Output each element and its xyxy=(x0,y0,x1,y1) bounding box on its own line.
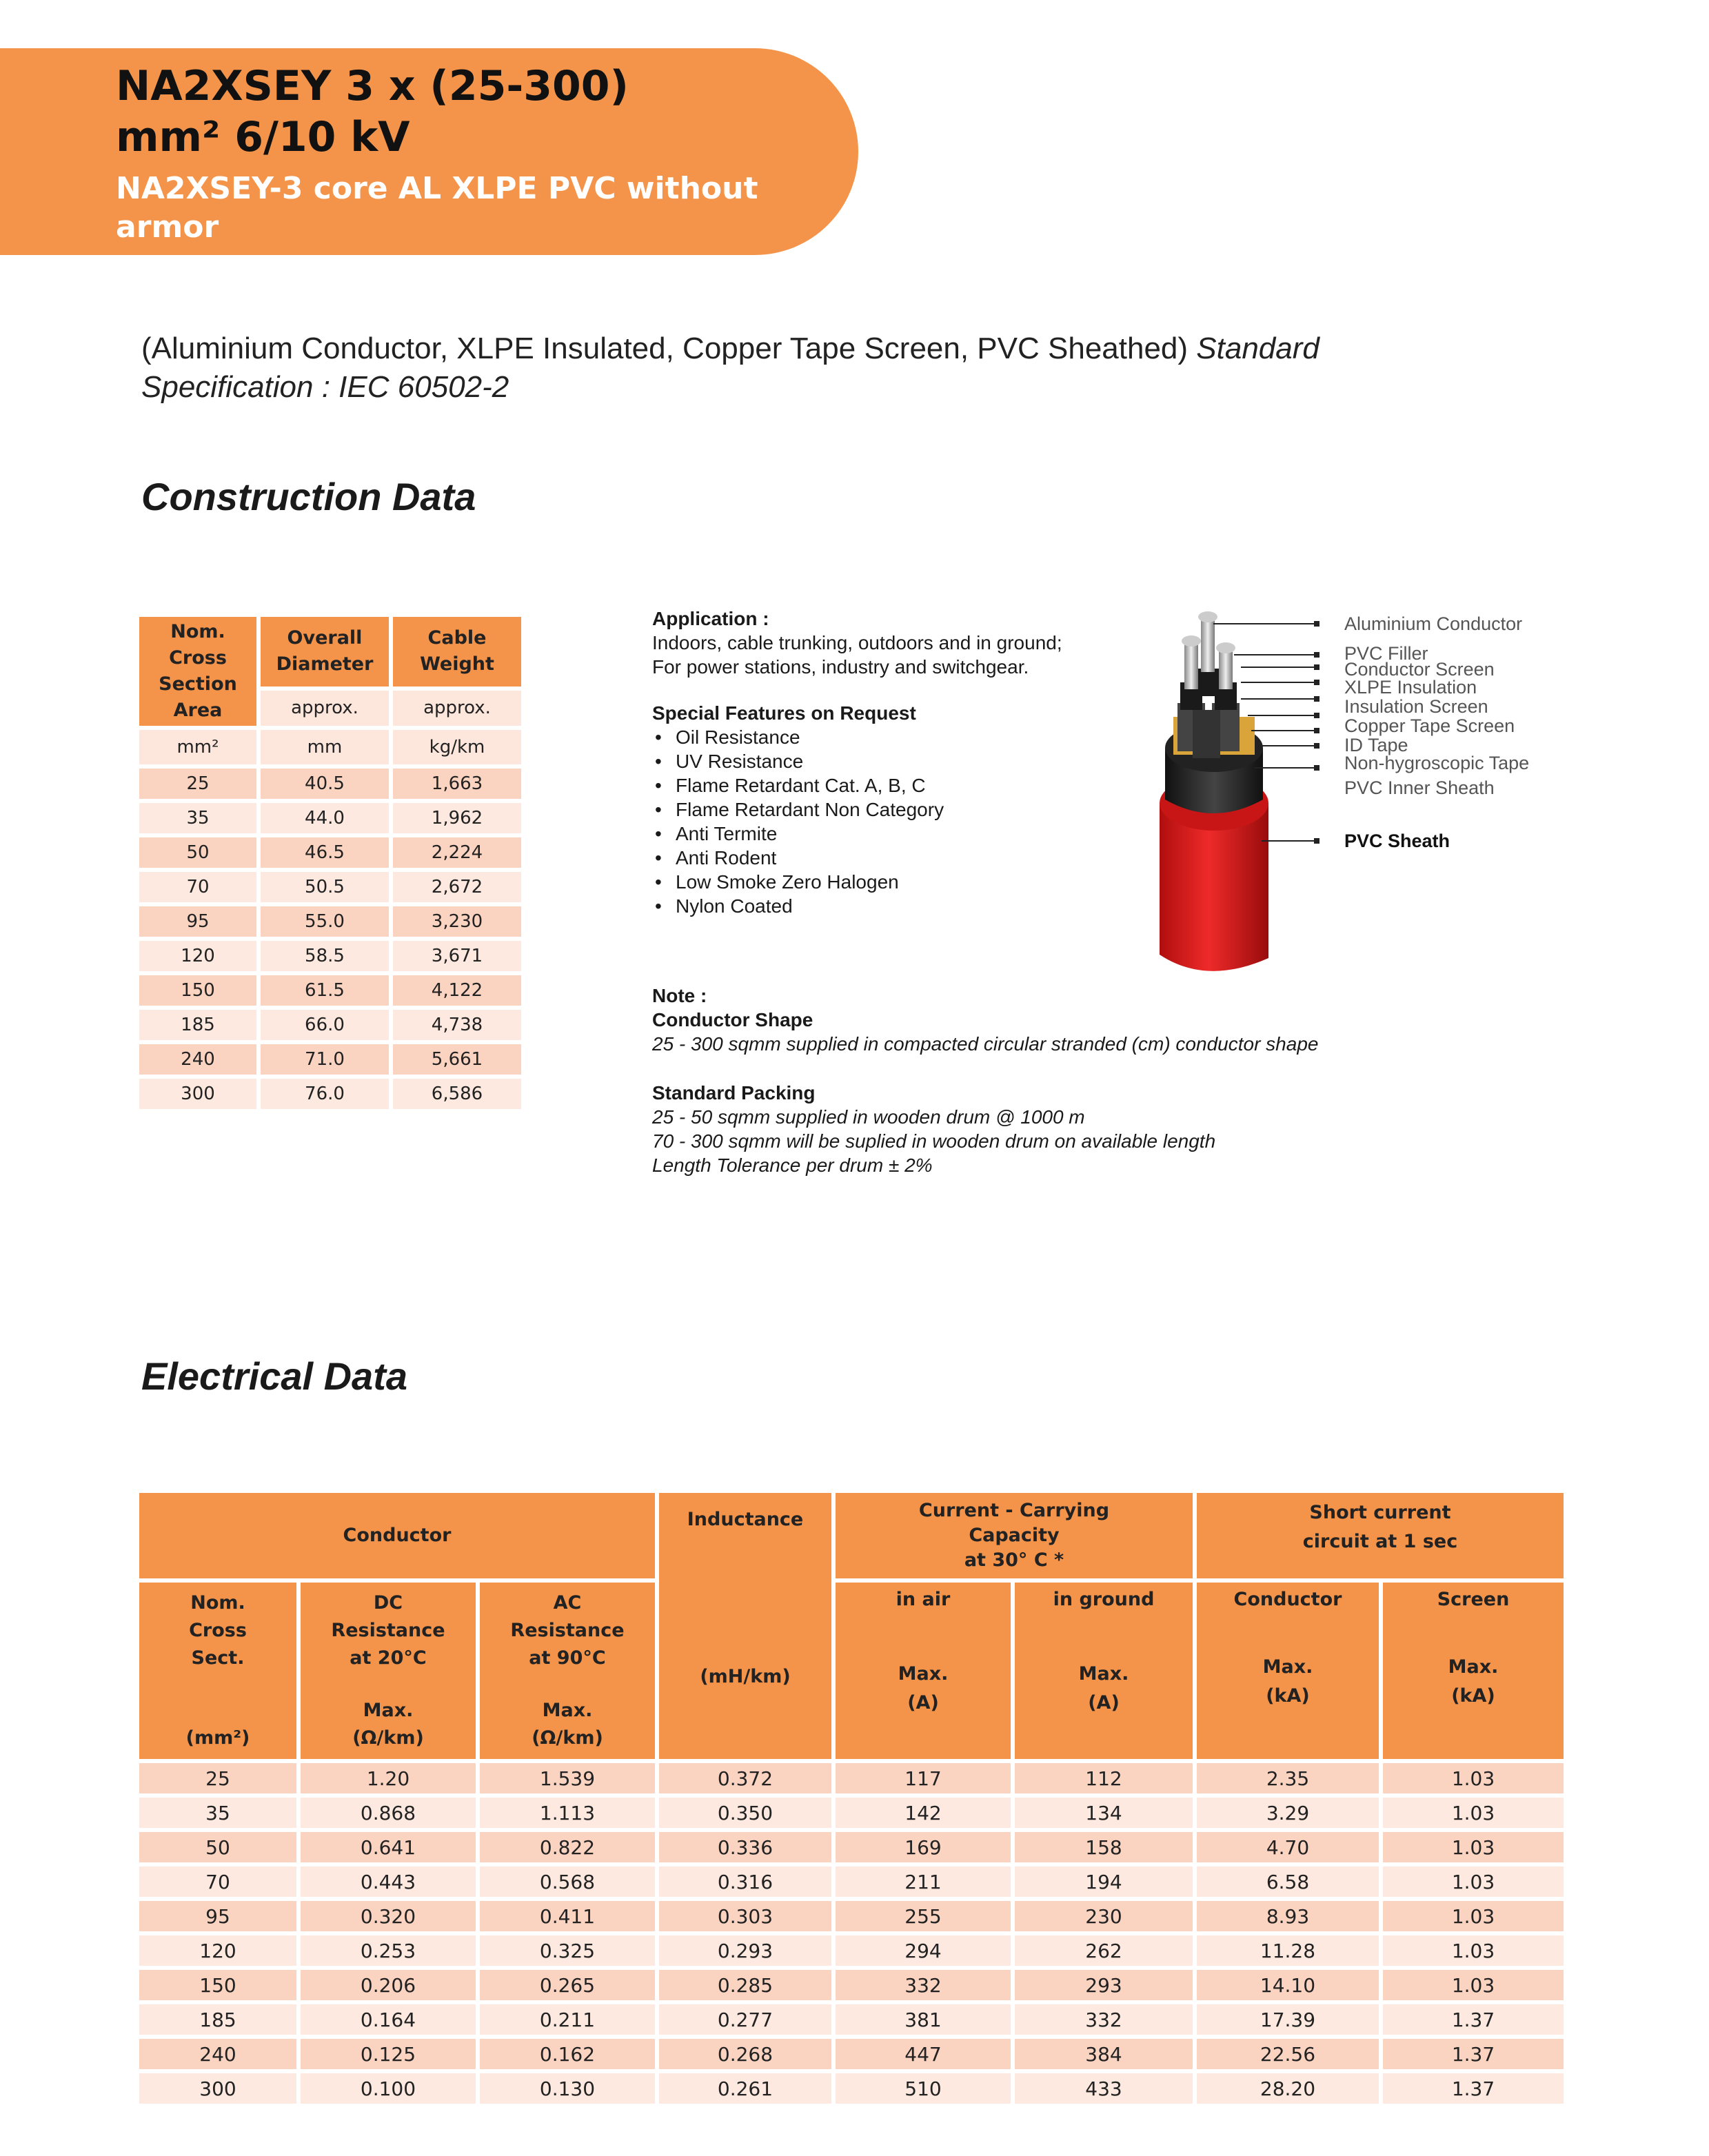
ac-max: Max. xyxy=(542,1700,593,1721)
electrical-cell: 0.125 xyxy=(301,2039,476,2069)
electrical-cell: 1.37 xyxy=(1383,2073,1564,2104)
electrical-cell: 300 xyxy=(139,2073,296,2104)
electrical-cell: 0.206 xyxy=(301,1970,476,2000)
sc-screen-header xyxy=(1383,1583,1564,1759)
feature-item: • UV Resistance xyxy=(652,749,1342,773)
construction-cell: 50 xyxy=(139,837,256,868)
electrical-cell: 0.130 xyxy=(480,2073,655,2104)
construction-cell: 2,224 xyxy=(393,837,521,868)
construction-row xyxy=(139,906,521,937)
electrical-row xyxy=(139,1832,1564,1862)
construction-row xyxy=(139,1010,521,1040)
electrical-cell: 0.822 xyxy=(480,1832,655,1862)
construction-row xyxy=(139,1079,521,1109)
construction-cell: 120 xyxy=(139,941,256,971)
electrical-cell: 150 xyxy=(139,1970,296,2000)
electrical-row xyxy=(139,1763,1564,1793)
electrical-row xyxy=(139,2073,1564,2104)
packing-heading: Standard Packing xyxy=(652,1082,816,1104)
in-ground-label: in ground xyxy=(1053,1589,1155,1610)
electrical-cell: 0.285 xyxy=(659,1970,831,2000)
electrical-cell: 332 xyxy=(836,1970,1011,2000)
sc-conductor-max: Max. xyxy=(1262,1656,1313,1678)
electrical-cell: 11.28 xyxy=(1197,1935,1379,1966)
electrical-cell: 0.253 xyxy=(301,1935,476,1966)
inductance-label: Inductance xyxy=(687,1509,804,1530)
dc-l1: DC xyxy=(373,1592,403,1614)
electrical-cell: 25 xyxy=(139,1763,296,1793)
electrical-cell: 293 xyxy=(1015,1970,1193,2000)
electrical-cell: 1.20 xyxy=(301,1763,476,1793)
label-non-hygroscopic-tape: Non-hygroscopic Tape xyxy=(1344,753,1530,773)
electrical-cell: 0.320 xyxy=(301,1901,476,1931)
electrical-cell: 50 xyxy=(139,1832,296,1862)
construction-cell: 66.0 xyxy=(261,1010,389,1040)
diameter-approx: approx. xyxy=(261,691,389,726)
construction-cell: 95 xyxy=(139,906,256,937)
cable-illustration xyxy=(1144,600,1572,986)
in-air-unit: (A) xyxy=(907,1692,939,1713)
electrical-cell: 0.443 xyxy=(301,1867,476,1897)
electrical-cell: 1.37 xyxy=(1383,2004,1564,2035)
construction-cell: 70 xyxy=(139,872,256,902)
packing-line2: 70 - 300 sqmm will be suplied in wooden drum on available length xyxy=(652,1130,1216,1152)
intro-description: (Aluminium Conductor, XLPE Insulated, Copper Tape Screen, PVC Sheathed) xyxy=(141,332,1189,365)
electrical-cell: 0.336 xyxy=(659,1832,831,1862)
electrical-cell: 381 xyxy=(836,2004,1011,2035)
electrical-cell: 0.411 xyxy=(480,1901,655,1931)
sc-screen-unit: (kA) xyxy=(1451,1685,1495,1707)
label-conductor-screen: Conductor Screen xyxy=(1344,659,1495,680)
short-line1: Short current xyxy=(1309,1502,1451,1523)
electrical-row xyxy=(139,1798,1564,1828)
electrical-cell: 0.268 xyxy=(659,2039,831,2069)
electrical-cell: 35 xyxy=(139,1798,296,1828)
electrical-cell: 230 xyxy=(1015,1901,1193,1931)
electrical-cell: 120 xyxy=(139,1935,296,1966)
construction-cell: 1,962 xyxy=(393,803,521,833)
construction-cell: 1,663 xyxy=(393,769,521,799)
electrical-cell: 28.20 xyxy=(1197,2073,1379,2104)
construction-row xyxy=(139,803,521,833)
construction-cell: 46.5 xyxy=(261,837,389,868)
electrical-cell: 1.03 xyxy=(1383,1798,1564,1828)
construction-cell: 71.0 xyxy=(261,1044,389,1075)
ac-l1: AC xyxy=(553,1592,582,1614)
ccc-line2: Capacity xyxy=(969,1525,1060,1546)
construction-cell: 150 xyxy=(139,975,256,1006)
ac-l3: at 90°C xyxy=(529,1647,606,1669)
electrical-cell: 1.03 xyxy=(1383,1970,1564,2000)
construction-row xyxy=(139,837,521,868)
features-heading: Special Features on Request xyxy=(652,702,916,724)
feature-item: • Anti Termite xyxy=(652,822,1342,846)
electrical-table xyxy=(135,1489,1568,2108)
construction-row xyxy=(139,769,521,799)
electrical-cell: 194 xyxy=(1015,1867,1193,1897)
subtitle: NA2XSEY-3 core AL XLPE PVC without armor xyxy=(116,171,758,245)
inductance-header xyxy=(659,1493,831,1759)
construction-cell: 5,661 xyxy=(393,1044,521,1075)
electrical-cell: 0.265 xyxy=(480,1970,655,2000)
electrical-cell: 0.277 xyxy=(659,2004,831,2035)
electrical-cell: 0.100 xyxy=(301,2073,476,2104)
short-circuit-header xyxy=(1197,1493,1564,1578)
feature-item: • Nylon Coated xyxy=(652,894,1342,918)
sc-screen-max: Max. xyxy=(1448,1656,1499,1678)
electrical-cell: 240 xyxy=(139,2039,296,2069)
electrical-cell: 1.03 xyxy=(1383,1763,1564,1793)
sc-conductor-header xyxy=(1197,1583,1379,1759)
electrical-row xyxy=(139,1970,1564,2000)
col-header-diameter: Overall Diameter xyxy=(261,617,389,687)
electrical-cell: 0.211 xyxy=(480,2004,655,2035)
sc-conductor-unit: (kA) xyxy=(1266,1685,1310,1707)
electrical-cell: 510 xyxy=(836,2073,1011,2104)
electrical-cell: 1.03 xyxy=(1383,1901,1564,1931)
application-line1: Indoors, cable trunking, outdoors and in ground; xyxy=(652,632,1062,653)
sc-conductor-label: Conductor xyxy=(1233,1589,1342,1610)
electrical-cell: 4.70 xyxy=(1197,1832,1379,1862)
electrical-row xyxy=(139,1867,1564,1897)
electrical-cell: 0.372 xyxy=(659,1763,831,1793)
electrical-cell: 134 xyxy=(1015,1798,1193,1828)
nom-l3: Sect. xyxy=(191,1647,245,1669)
electrical-cell: 142 xyxy=(836,1798,1011,1828)
dc-max: Max. xyxy=(363,1700,414,1721)
electrical-cell: 332 xyxy=(1015,2004,1193,2035)
conductor-group-header: Conductor xyxy=(139,1493,655,1578)
electrical-cell: 14.10 xyxy=(1197,1970,1379,2000)
construction-cell: 76.0 xyxy=(261,1079,389,1109)
application-line2: For power stations, industry and switchgear. xyxy=(652,656,1029,678)
construction-row xyxy=(139,975,521,1006)
feature-item: • Anti Rodent xyxy=(652,846,1342,870)
dc-resistance-header xyxy=(301,1583,476,1759)
feature-item: • Flame Retardant Cat. A, B, C xyxy=(652,773,1342,797)
construction-cell: 2,672 xyxy=(393,872,521,902)
electrical-cell: 255 xyxy=(836,1901,1011,1931)
electrical-row xyxy=(139,1901,1564,1931)
ac-resistance-header xyxy=(480,1583,655,1759)
construction-cell: 4,122 xyxy=(393,975,521,1006)
label-xlpe-insulation: XLPE Insulation xyxy=(1344,677,1477,698)
electrical-cell: 169 xyxy=(836,1832,1011,1862)
col-header-weight: Cable Weight xyxy=(393,617,521,687)
construction-cell: 50.5 xyxy=(261,872,389,902)
label-insulation-screen: Insulation Screen xyxy=(1344,696,1488,717)
in-ground-unit: (A) xyxy=(1088,1692,1120,1713)
electrical-cell: 1.37 xyxy=(1383,2039,1564,2069)
standard-spec: Standard Specification : IEC 60502-2 xyxy=(141,332,1319,404)
electrical-title: Electrical Data xyxy=(141,1354,407,1398)
construction-cell: 3,671 xyxy=(393,941,521,971)
ccc-line3: at 30° C * xyxy=(964,1549,1064,1571)
construction-row xyxy=(139,1044,521,1075)
electrical-cell: 0.303 xyxy=(659,1901,831,1931)
col-header-area: Nom. Cross Section Area xyxy=(139,617,256,726)
feature-item: • Low Smoke Zero Halogen xyxy=(652,870,1342,894)
electrical-cell: 95 xyxy=(139,1901,296,1931)
electrical-cell: 1.03 xyxy=(1383,1867,1564,1897)
title-line1: NA2XSEY 3 x (25-300) xyxy=(116,62,629,110)
construction-table xyxy=(135,613,525,1113)
electrical-cell: 0.261 xyxy=(659,2073,831,2104)
ccc-header xyxy=(836,1493,1193,1578)
electrical-cell: 0.641 xyxy=(301,1832,476,1862)
in-air-label: in air xyxy=(896,1589,951,1610)
electrical-cell: 158 xyxy=(1015,1832,1193,1862)
unit-area: mm² xyxy=(139,730,256,764)
in-ground-header xyxy=(1015,1583,1193,1759)
dc-l2: Resistance xyxy=(331,1620,445,1641)
note-heading: Note : xyxy=(652,985,707,1006)
feature-item: • Oil Resistance xyxy=(652,725,1342,749)
construction-cell: 40.5 xyxy=(261,769,389,799)
nom-unit: (mm²) xyxy=(185,1727,250,1749)
electrical-cell: 0.868 xyxy=(301,1798,476,1828)
construction-cell: 55.0 xyxy=(261,906,389,937)
label-pvc-inner-sheath: PVC Inner Sheath xyxy=(1344,777,1495,798)
electrical-cell: 1.113 xyxy=(480,1798,655,1828)
electrical-row xyxy=(139,2004,1564,2035)
in-air-max: Max. xyxy=(898,1663,949,1685)
electrical-cell: 1.03 xyxy=(1383,1935,1564,1966)
electrical-cell: 294 xyxy=(836,1935,1011,1966)
electrical-cell: 0.568 xyxy=(480,1867,655,1897)
electrical-cell: 70 xyxy=(139,1867,296,1897)
construction-cell: 58.5 xyxy=(261,941,389,971)
construction-cell: 25 xyxy=(139,769,256,799)
construction-cell: 6,586 xyxy=(393,1079,521,1109)
application-heading: Application : xyxy=(652,608,769,629)
electrical-cell: 384 xyxy=(1015,2039,1193,2069)
electrical-cell: 0.350 xyxy=(659,1798,831,1828)
inductance-unit: (mH/km) xyxy=(700,1666,791,1687)
short-line2: circuit at 1 sec xyxy=(1302,1531,1458,1552)
electrical-cell: 0.162 xyxy=(480,2039,655,2069)
electrical-cell: 2.35 xyxy=(1197,1763,1379,1793)
construction-title: Construction Data xyxy=(141,475,476,518)
construction-cell: 44.0 xyxy=(261,803,389,833)
ac-unit: (Ω/km) xyxy=(532,1727,603,1749)
electrical-row xyxy=(139,1935,1564,1966)
in-air-header xyxy=(836,1583,1011,1759)
construction-cell: 4,738 xyxy=(393,1010,521,1040)
title-banner xyxy=(0,48,858,255)
electrical-cell: 433 xyxy=(1015,2073,1193,2104)
construction-cell: 3,230 xyxy=(393,906,521,937)
electrical-cell: 8.93 xyxy=(1197,1901,1379,1931)
electrical-cell: 112 xyxy=(1015,1763,1193,1793)
dc-unit: (Ω/km) xyxy=(352,1727,424,1749)
label-pvc-filler: PVC Filler xyxy=(1344,643,1428,664)
nom-l2: Cross xyxy=(189,1620,247,1641)
electrical-cell: 211 xyxy=(836,1867,1011,1897)
weight-approx: approx. xyxy=(393,691,521,726)
electrical-cell: 447 xyxy=(836,2039,1011,2069)
electrical-cell: 3.29 xyxy=(1197,1798,1379,1828)
electrical-cell: 0.293 xyxy=(659,1935,831,1966)
electrical-cell: 22.56 xyxy=(1197,2039,1379,2069)
title-line2: mm² 6/10 kV xyxy=(116,113,410,161)
feature-item: • Flame Retardant Non Category xyxy=(652,797,1342,822)
nom-cross-header xyxy=(139,1583,296,1759)
electrical-cell: 0.316 xyxy=(659,1867,831,1897)
construction-row xyxy=(139,872,521,902)
electrical-cell: 17.39 xyxy=(1197,2004,1379,2035)
construction-cell: 61.5 xyxy=(261,975,389,1006)
intro-text xyxy=(141,329,1451,407)
ccc-line1: Current - Carrying xyxy=(918,1500,1110,1521)
shape-text: 25 - 300 sqmm supplied in compacted circular stranded (cm) conductor shape xyxy=(652,1033,1319,1055)
shape-heading: Conductor Shape xyxy=(652,1009,813,1030)
label-copper-tape-screen: Copper Tape Screen xyxy=(1344,715,1515,736)
electrical-cell: 0.325 xyxy=(480,1935,655,1966)
electrical-cell: 262 xyxy=(1015,1935,1193,1966)
electrical-cell: 117 xyxy=(836,1763,1011,1793)
in-ground-max: Max. xyxy=(1078,1663,1129,1685)
construction-cell: 240 xyxy=(139,1044,256,1075)
nom-l1: Nom. xyxy=(190,1592,245,1614)
construction-cell: 185 xyxy=(139,1010,256,1040)
label-aluminium-conductor: Aluminium Conductor xyxy=(1344,613,1523,634)
unit-weight: kg/km xyxy=(393,730,521,764)
electrical-cell: 0.164 xyxy=(301,2004,476,2035)
construction-cell: 35 xyxy=(139,803,256,833)
dc-l3: at 20°C xyxy=(350,1647,427,1669)
label-pvc-sheath: PVC Sheath xyxy=(1344,831,1450,851)
packing-line1: 25 - 50 sqmm supplied in wooden drum @ 1000 m xyxy=(652,1106,1085,1128)
construction-row xyxy=(139,941,521,971)
ac-l2: Resistance xyxy=(510,1620,625,1641)
electrical-cell: 1.03 xyxy=(1383,1832,1564,1862)
electrical-row xyxy=(139,2039,1564,2069)
electrical-cell: 1.539 xyxy=(480,1763,655,1793)
sc-screen-label: Screen xyxy=(1437,1589,1510,1610)
packing-line3: Length Tolerance per drum ± 2% xyxy=(652,1155,933,1176)
construction-cell: 300 xyxy=(139,1079,256,1109)
label-id-tape: ID Tape xyxy=(1344,735,1408,755)
electrical-cell: 185 xyxy=(139,2004,296,2035)
electrical-cell: 6.58 xyxy=(1197,1867,1379,1897)
unit-diameter: mm xyxy=(261,730,389,764)
